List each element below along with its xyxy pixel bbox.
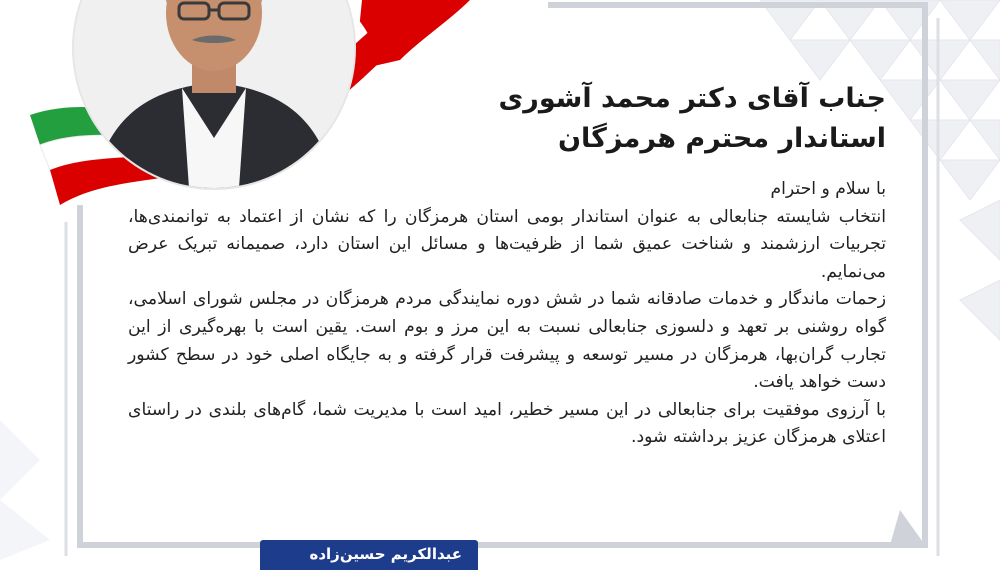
letter-paragraph: با آرزوی موفقیت برای جنابعالی در این مسیر خطیر، امید است با مدیریت شما، گام‌های بلندی در راستای اعتلای هرمزگان عزیز برداشته شود. — [128, 399, 886, 448]
letter-paragraph: انتخاب شایسته جنابعالی به عنوان استاندار بومی استان هرمزگان را که نشان از اعتماد به توانمندی‌ها، تجربیات ارزشمند و شناخت عمیق شما از ظرفیت‌ها و مسائل این استان دارد، صمیمانه تبریک عرض می‌نمایم. — [128, 206, 886, 282]
signature-name: عبدالکریم حسین‌زاده — [309, 545, 462, 563]
letter-paragraph: زحمات ماندگار و خدمات صادقانه شما در شش دوره نمایندگی مردم هرمزگان در مجلس شورای اسلامی، گواه روشنی بر تعهد و دلسوزی جنابعالی نسبت به این مرز و بوم است. یقین است با بهره‌گیری از این تجارب گران‌بها، هرمزگان در مسیر توسعه و پیشرفت قرار گرفته و به جایگاه اصلی خود در سطح کشور دست خواهد یافت. — [128, 289, 886, 393]
letter-body — [128, 176, 886, 452]
recipient-name-title: جناب آقای دکتر محمد آشوری — [498, 83, 886, 114]
recipient-position-title: استاندار محترم هرمزگان — [558, 123, 886, 154]
letter-greeting: با سلام و احترام — [770, 179, 886, 199]
